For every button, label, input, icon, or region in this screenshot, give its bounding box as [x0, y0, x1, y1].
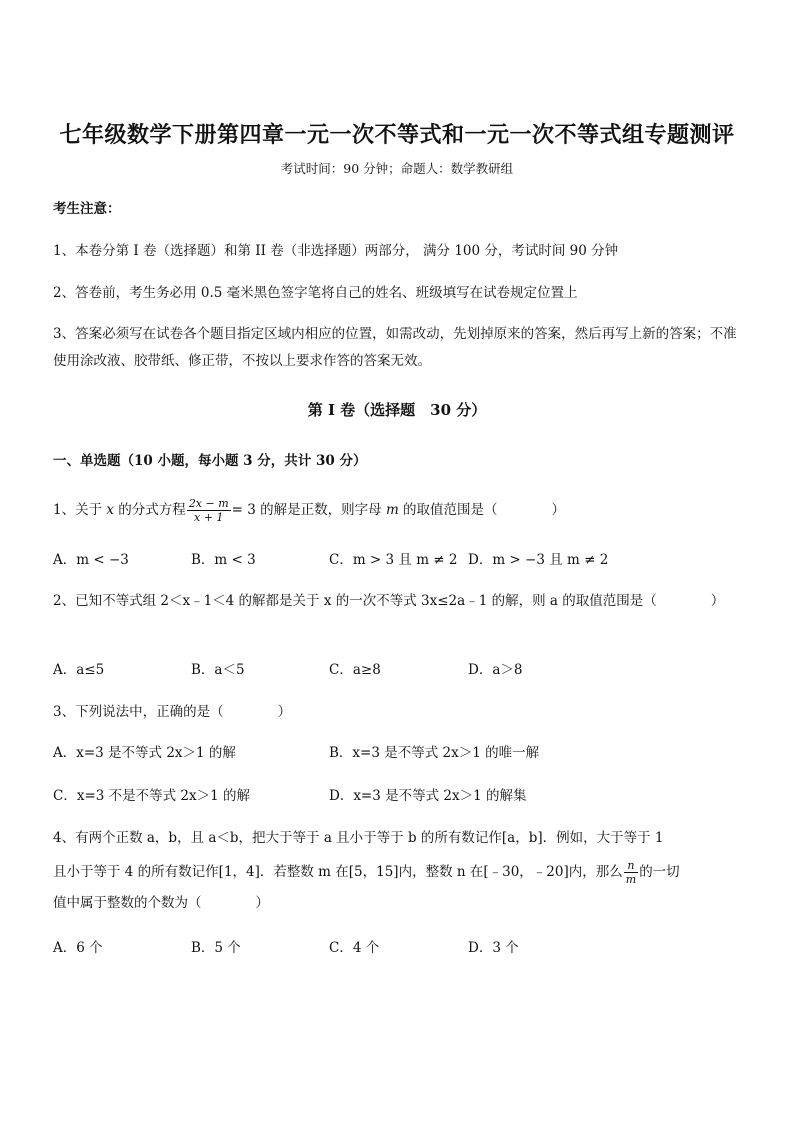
q3-option-c[interactable]: C．x=3 不是不等式 2x＞1 的解 [53, 788, 251, 804]
q3-option-a[interactable]: A．x=3 是不等式 2x＞1 的解 [53, 745, 236, 761]
q1-mid: 的分式方程 [114, 502, 186, 518]
q4-option-b[interactable]: B．5 个 [191, 940, 241, 956]
question-1 [53, 494, 744, 526]
q2-option-d[interactable]: D．a＞8 [468, 662, 523, 678]
q2-option-b[interactable]: B．a＜5 [191, 662, 245, 678]
q4-option-a[interactable]: A．6 个 [53, 940, 103, 956]
q1-var-x: x [106, 502, 115, 518]
notice-item-3: 3、答案必须写在试卷各个题目指定区域内相应的位置，如需改动，先划掉原来的答案，然后再写上新的答案；不准使用涂改液、胶带纸、修正带，不按以上要求作答的答案无效。 [53, 326, 737, 369]
q1-option-b[interactable]: B．m < 3 [191, 552, 256, 568]
q4-line2-end: 的一切 [639, 864, 680, 880]
q1-option-c[interactable]: C．m > 3 且 m ≠ 2 [329, 552, 458, 568]
exam-title: 七年级数学下册第四章一元一次不等式和一元一次不等式组专题测评 [59, 122, 735, 148]
question-2: 2、已知不等式组 2＜x﹣1＜4 的解都是关于 x 的一次不等式 3x≤2a﹣1 的解，则 a 的取值范围是（ ） [53, 593, 725, 609]
q1-suffix: 的取值范围是（ ） [398, 502, 566, 518]
question-3: 3、下列说法中，正确的是（ ） [53, 704, 292, 720]
q4-option-c[interactable]: C．4 个 [329, 940, 380, 956]
q1-option-a[interactable]: A．m < −3 [53, 552, 129, 568]
q2-option-a[interactable]: A．a≤5 [53, 662, 105, 678]
notice-heading: 考生注意： [53, 201, 121, 217]
q1-prefix: 1、关于 [53, 502, 107, 518]
notice-item-2: 2、答卷前，考生务必用 0.5 毫米黑色签字笔将自己的姓名、班级填写在试卷规定位置上 [53, 285, 578, 301]
q1-fraction-numerator: 2x − m [188, 497, 229, 510]
q1-fraction-denominator: x + 1 [194, 511, 224, 524]
exam-subtitle: 考试时间：90 分钟；命题人：数学教研组 [280, 161, 514, 176]
q2-option-c[interactable]: C．a≥8 [329, 662, 381, 678]
q4-fraction [624, 859, 638, 886]
question-4-line-1: 4、有两个正数 a，b，且 a＜b，把大于等于 a 且小于等于 b 的所有数记作[a，b]．例如，大于等于 1 [53, 830, 664, 846]
q4-line2-text: 且小于等于 4 的所有数记作[1，4]．若整数 m 在[5，15]内，整数 n 在[﹣30，﹣20]内，那么 [53, 864, 623, 880]
q1-option-d[interactable]: D．m > −3 且 m ≠ 2 [468, 552, 609, 568]
question-4-line-3: 值中属于整数的个数为（ ） [53, 895, 269, 911]
section-title: 第 I 卷（选择题 30 分） [307, 401, 487, 419]
notice-item-1: 1、本卷分第 I 卷（选择题）和第 II 卷（非选择题）两部分， 满分 100 分，考试时间 90 分钟 [53, 243, 619, 259]
q1-after-fraction: = 3 的解是正数，则字母 [231, 502, 386, 518]
question-4-line-2 [53, 857, 744, 887]
q3-option-b[interactable]: B．x=3 是不等式 2x＞1 的唯一解 [329, 745, 540, 761]
part-title: 一、单选题（10 小题，每小题 3 分，共计 30 分） [53, 453, 367, 469]
q1-var-m: m [385, 502, 399, 518]
q4-fraction-denominator: m [625, 873, 637, 886]
q1-fraction [187, 497, 231, 524]
q4-fraction-numerator: n [624, 859, 638, 873]
q3-option-d[interactable]: D．x=3 是不等式 2x＞1 的解集 [329, 788, 527, 804]
q4-option-d[interactable]: D．3 个 [468, 940, 519, 956]
